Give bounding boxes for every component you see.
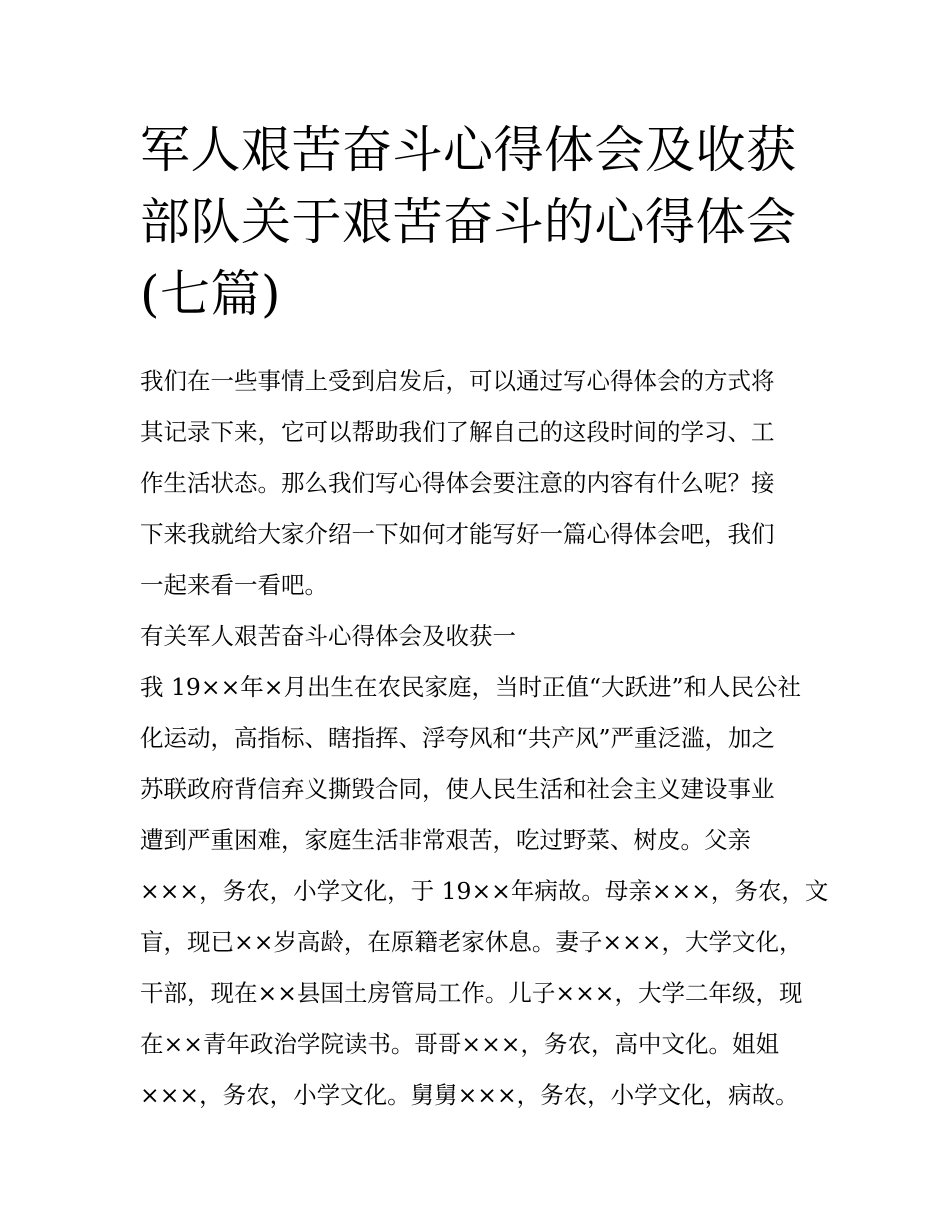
title-line: 军人艰苦奋斗心得体会及收获 (140, 121, 797, 179)
paragraph-line: 遭到严重困难，家庭生活非常艰苦，吃过野菜、树皮。父亲 (140, 826, 751, 854)
document-body (140, 356, 829, 1121)
paragraph-line: 作生活状态。那么我们写心得体会要注意的内容有什么呢？接 (140, 469, 775, 497)
title-line: (七篇) (140, 265, 282, 323)
paragraph-line: ×××，务农，小学文化，于 19××年病故。母亲×××，务农，文 (140, 877, 829, 905)
section-paragraph (140, 662, 829, 1121)
paragraph-line: 我们在一些事情上受到启发后，可以通过写心得体会的方式将 (140, 367, 775, 395)
paragraph-line: ×××，务农，小学文化。舅舅×××，务农，小学文化，病故。 (140, 1081, 799, 1109)
paragraph-line: 化运动，高指标、瞎指挥、浮夸风和“共产风”严重泛滥，加之 (140, 724, 776, 752)
document-title (140, 114, 820, 330)
paragraph-line: 在××青年政治学院读书。哥哥×××，务农，高中文化。姐姐 (140, 1030, 779, 1058)
title-line: 部队关于艰苦奋斗的心得体会 (140, 193, 797, 251)
paragraph-line: 我 19××年×月出生在农民家庭，当时正值“大跃进”和人民公社 (140, 673, 801, 701)
section-heading: 有关军人艰苦奋斗心得体会及收获一 (140, 622, 516, 650)
paragraph-line: 其记录下来，它可以帮助我们了解自己的这段时间的学习、工 (140, 418, 775, 446)
intro-paragraph (140, 356, 820, 611)
paragraph-line: 苏联政府背信弃义撕毁合同，使人民生活和社会主义建设事业 (140, 775, 775, 803)
paragraph-line: 下来我就给大家介绍一下如何才能写好一篇心得体会吧，我们 (140, 520, 775, 548)
paragraph-line: 干部，现在××县国土房管局工作。儿子×××，大学二年级，现 (140, 979, 803, 1007)
paragraph-line: 盲，现已××岁高龄，在原籍老家休息。妻子×××，大学文化， (140, 928, 803, 956)
paragraph-line: 一起来看一看吧。 (140, 571, 328, 599)
